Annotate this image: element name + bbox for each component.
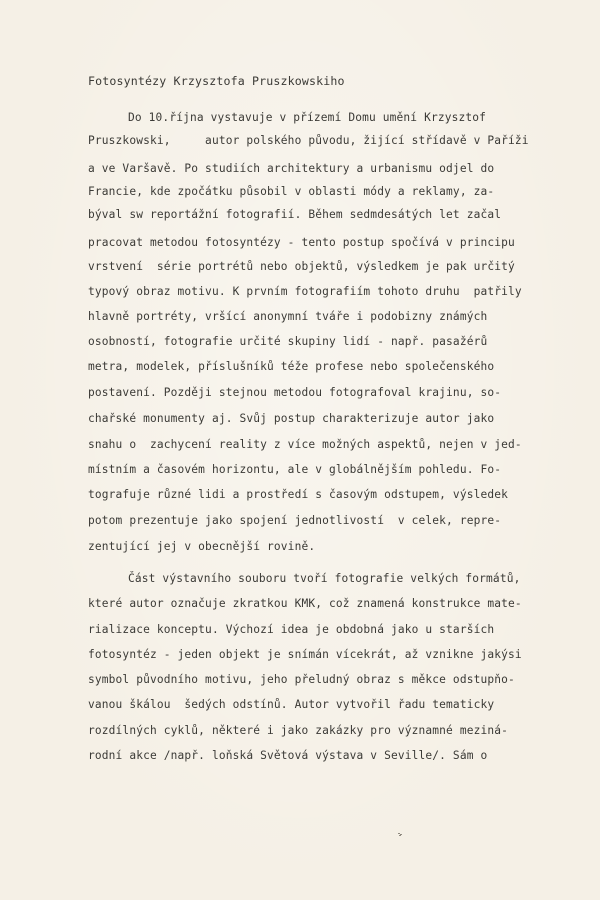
text-line: potom prezentuje jako spojení jednotlivostí v celek, repre- — [88, 514, 502, 527]
text-line: rodní akce /např. loňská Světová výstava v Seville/. Sám o — [88, 749, 488, 762]
text-line: osobností, fotografie určité skupiny lidí - např. pasažérů — [88, 335, 488, 348]
text-line: postavení. Později stejnou metodou fotografoval krajinu, so- — [88, 386, 502, 399]
text-line: fotosyntéz - jeden objekt je snímán vícekrát, až vznikne jakýsi — [88, 648, 522, 661]
text-line: symbol původního motivu, jeho přeludný obraz s měkce odstupňo- — [88, 673, 515, 686]
text-line: rializace konceptu. Výchozí idea je obdobná jako u starších — [88, 623, 495, 636]
text-line: místním a časovém horizontu, ale v globálnějším pohledu. Fo- — [88, 463, 502, 476]
text-line: snahu o zachycení reality z více možných aspektů, nejen v jed- — [88, 438, 522, 451]
text-line: pracovat metodou fotosyntézy - tento postup spočívá v principu — [88, 236, 515, 249]
text-line: býval sw reportážní fotografií. Během sedmdesátých let začal — [88, 208, 502, 221]
text-line: vanou škálou šedých odstínů. Autor vytvořil řadu tematicky — [88, 698, 495, 711]
text-line: hlavně portréty, vršící anonymní tváře i podobizny známých — [88, 310, 488, 323]
text-line: chařské monumenty aj. Svůj postup charakterizuje autor jako — [88, 412, 495, 425]
text-line: Část výstavního souboru tvoří fotografie velkých formátů, — [128, 572, 521, 585]
text-line: typový obraz motivu. K prvním fotografiím tohoto druhu patřily — [88, 285, 522, 298]
page-title: Fotosyntézy Krzysztofa Pruszkowskiho — [88, 74, 345, 88]
paper-speck — [398, 833, 403, 836]
text-line: zentující jej v obecnější rovině. — [88, 540, 316, 553]
text-line: a ve Varšavě. Po studiích architektury a urbanismu odjel do — [88, 162, 495, 175]
text-line: vrstvení série portrétů nebo objektů, výsledkem je pak určitý — [88, 260, 515, 273]
text-line: které autor označuje zkratkou KMK, což znamená konstrukce mate- — [88, 597, 522, 610]
text-line: metra, modelek, příslušníků téže profese nebo společenského — [88, 360, 495, 373]
text-line: tografuje různé lidi a prostředí s časovým odstupem, výsledek — [88, 488, 509, 501]
text-line: Pruszkowski, autor polského původu, žijící střídavě v Paříži — [88, 134, 529, 147]
text-line: Francie, kde zpočátku působil v oblasti módy a reklamy, za- — [88, 185, 495, 198]
text-line: rozdílných cyklů, některé i jako zakázky pro významné meziná- — [88, 724, 509, 737]
text-line: Do 10.října vystavuje v přízemí Domu umění Krzysztof — [128, 111, 487, 124]
